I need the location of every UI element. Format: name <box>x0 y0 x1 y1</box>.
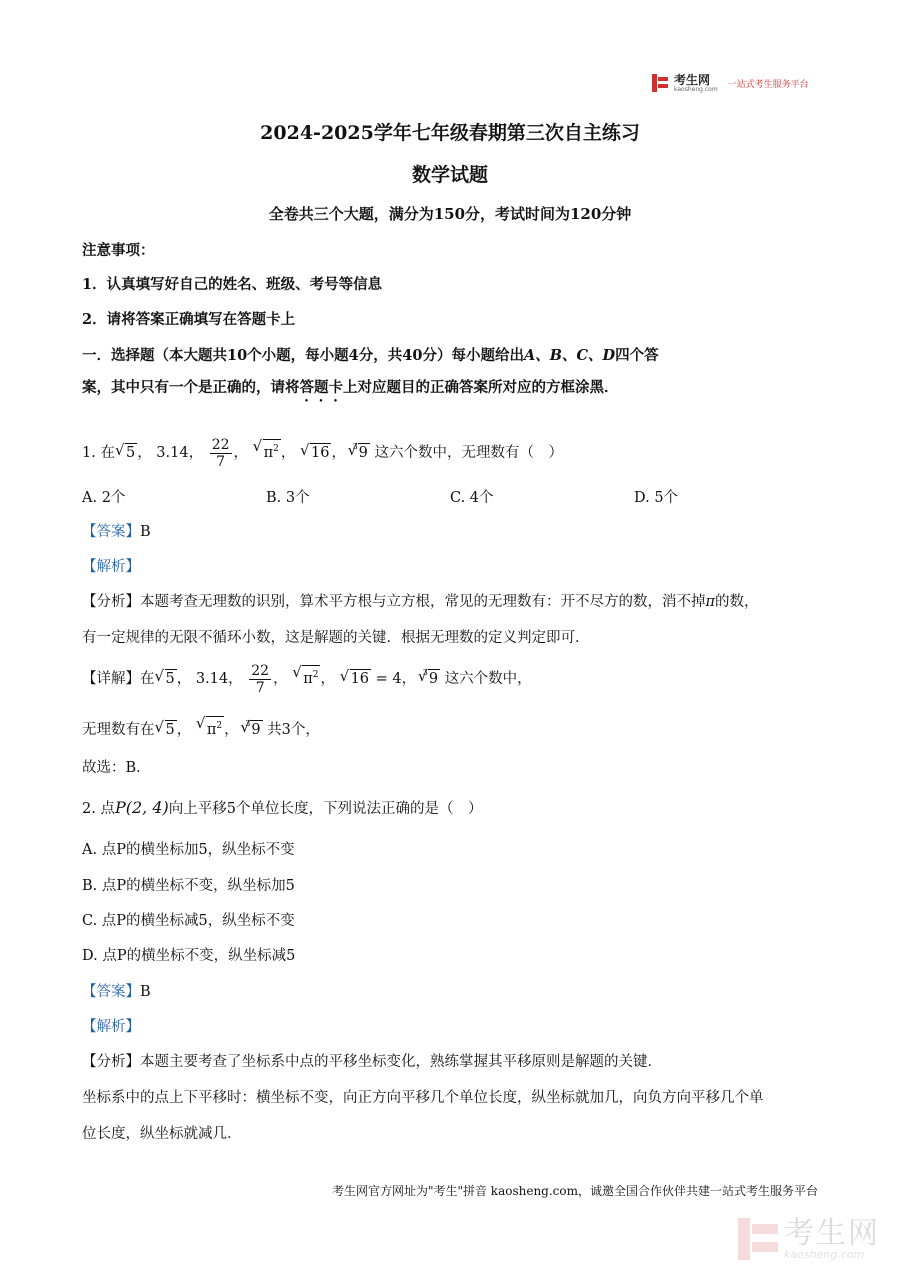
logo-slogan: 一站式考生服务平台 <box>727 79 809 90</box>
q1-analysis-1: 【分析】本题考查无理数的识别，算术平方根与立方根，常见的无理数有：开不尽方的数，消不掉π的数， <box>82 594 759 610</box>
logo-icon <box>652 74 668 92</box>
page-title: 2024-2025学年七年级春期第三次自主练习 <box>260 122 640 144</box>
q2-analysis-1: 【分析】本题主要考查了坐标系中点的平移坐标变化，熟练掌握其平移原则是解题的关键． <box>82 1054 662 1070</box>
q2-option-b: B. 点P的横坐标不变，纵坐标加5 <box>82 878 295 894</box>
notice-item-2: 2．请将答案正确填写在答题卡上 <box>82 311 296 328</box>
q1-analysis-label: 【解析】 <box>82 559 140 575</box>
q2-option-d: D. 点P的横坐标不变，纵坐标减5 <box>82 948 296 964</box>
notice-heading: 注意事项： <box>82 242 155 259</box>
header-logo <box>652 72 809 94</box>
question-1-stem: 1. 在√ 5 ， 3.14， $\frac{22}{7}$ ， √ $\pi^2$ ， √ 16 ， $^3$√ 9 这六个数中，无理数有（ ） <box>82 436 822 472</box>
logo-sub: kaosheng.com <box>674 85 718 93</box>
fraction-22-7: $\frac{22}{7}$ <box>211 436 230 470</box>
q2-analysis-label: 【解析】 <box>82 1019 140 1035</box>
q1-detail-1: 【详解】在√ 5 ， 3.14， $\frac{22}{7}$ ， √ $\pi^2$ ， √ 16 = 4， $^3$√ 9 这六个数中， <box>82 662 822 698</box>
q2-analysis-3: 位长度，纵坐标就减几． <box>82 1126 242 1142</box>
page-footer: 考生网官方网址为"考生"拼音 kaosheng.com，诚邀全国合作伙伴共建一站式考生服务平台 <box>331 1184 818 1198</box>
watermark <box>738 1215 880 1261</box>
section1-intro-line1: 一．选择题（本大题共10个小题，每小题4分，共40分）每小题给出A、B、C、D四个答 <box>82 347 659 364</box>
q1-option-c: C. 4个 <box>450 490 494 506</box>
watermark-sub: kaosheng.com <box>784 1247 865 1261</box>
watermark-text: 考生网 <box>784 1215 880 1251</box>
q1-option-d: D. 5个 <box>634 490 679 506</box>
section1-intro-line2: 案，其中只有一个是正确的，请将答题卡上对应题目的正确答案所对应的方框涂黑． <box>82 379 619 396</box>
logo-text: 考生网 <box>674 72 711 87</box>
q2-option-c: C. 点P的横坐标减5，纵坐标不变 <box>82 913 295 929</box>
watermark-logo-icon <box>738 1218 778 1260</box>
q1-analysis-2: 有一定规律的无限不循环小数，这是解题的关键．根据无理数的定义判定即可． <box>82 630 590 646</box>
q2-analysis-2: 坐标系中的点上下平移时：横坐标不变，向正方向平移几个单位长度，纵坐标就加几，向负方向平移几个单 <box>82 1090 764 1106</box>
page-subtitle: 数学试题 <box>411 164 488 186</box>
q1-detail-2: 无理数有在√ 5 ， √ $\pi^2$ ， $^3$√ 9 共3个， <box>82 716 822 742</box>
notice-item-1: 1．认真填写好自己的姓名、班级、考号等信息 <box>82 276 383 293</box>
q2-option-a: A. 点P的横坐标加5，纵坐标不变 <box>82 842 295 858</box>
q1-answer: 【答案】B <box>82 524 151 540</box>
q1-choose: 故选：B． <box>82 760 151 776</box>
question-2-stem: 2. 点P(2, 4)向上平移5个单位长度，下列说法正确的是（ ） <box>82 798 483 817</box>
q1-option-a: A. 2个 <box>82 490 126 506</box>
q1-option-b: B. 3个 <box>266 490 310 506</box>
q2-answer: 【答案】B <box>82 984 151 1000</box>
exam-info: 全卷共三个大题，满分为150分，考试时间为120分钟 <box>268 205 632 223</box>
